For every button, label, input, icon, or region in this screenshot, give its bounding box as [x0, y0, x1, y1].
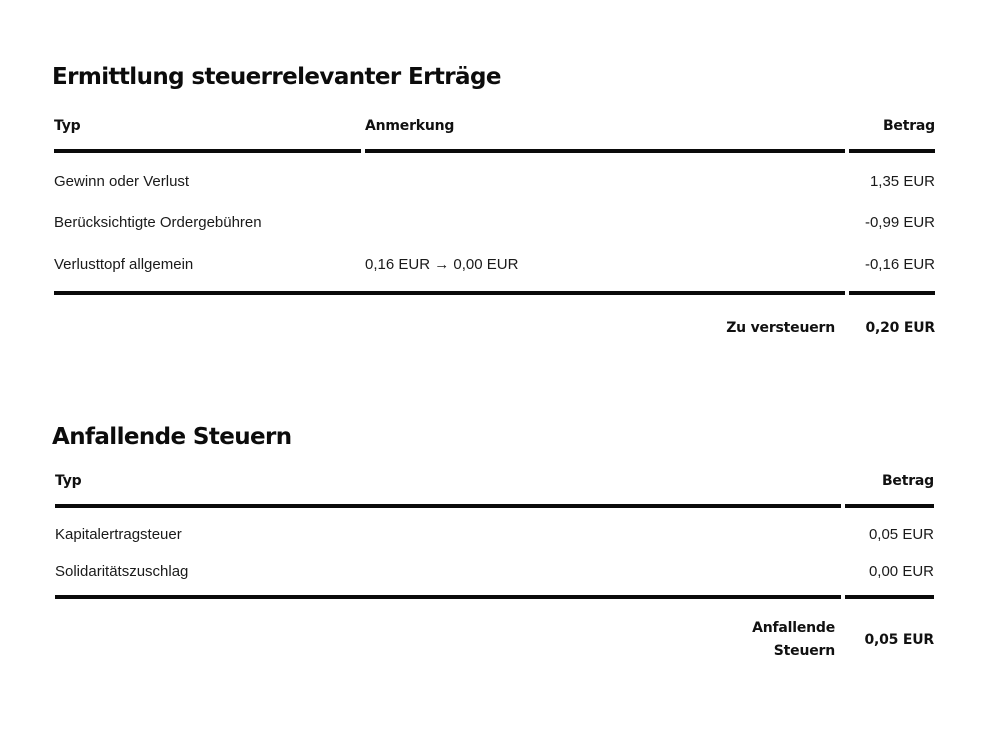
total-value: 0,05 EUR: [864, 632, 934, 648]
income-section-title: Ermittlung steuerrelevanter Erträge: [52, 64, 501, 90]
taxes-header-amount: Betrag: [881, 473, 934, 489]
taxes-header-type: Typ: [55, 473, 82, 489]
income-header-amount: Betrag: [882, 118, 935, 134]
footer-divider-main: [55, 595, 841, 599]
header-divider-type: [54, 149, 361, 153]
total-label-line2: Steuern: [773, 643, 835, 659]
header-divider-amount: [845, 504, 934, 508]
total-label-line1: Anfallende: [752, 620, 835, 636]
taxes-section-title: Anfallende Steuern: [52, 424, 292, 450]
income-header-type: Typ: [54, 118, 81, 134]
row-amount: 0,00 EUR: [868, 563, 934, 580]
row-type: Verlusttopf allgemein: [54, 256, 194, 273]
header-divider-note: [365, 149, 845, 153]
footer-divider-amount: [845, 595, 934, 599]
total-value: 0,20 EUR: [865, 320, 935, 336]
footer-divider-amount: [849, 291, 935, 295]
row-type: Gewinn oder Verlust: [54, 173, 190, 190]
row-amount: 1,35 EUR: [869, 173, 935, 190]
header-divider-type: [55, 504, 841, 508]
header-divider-amount: [849, 149, 935, 153]
row-amount: 0,05 EUR: [868, 526, 934, 543]
total-label: [752, 617, 835, 663]
total-label: Zu versteuern: [726, 320, 835, 336]
row-note: 0,16 EUR → 0,00 EUR: [365, 256, 519, 273]
footer-divider-main: [54, 291, 845, 295]
row-amount: -0,16 EUR: [864, 256, 935, 273]
row-type: Solidaritätszuschlag: [55, 563, 189, 580]
income-header-note: Anmerkung: [365, 118, 455, 134]
row-amount: -0,99 EUR: [864, 214, 935, 231]
row-type: Berücksichtigte Ordergebühren: [54, 214, 262, 231]
row-type: Kapitalertragsteuer: [55, 526, 182, 543]
